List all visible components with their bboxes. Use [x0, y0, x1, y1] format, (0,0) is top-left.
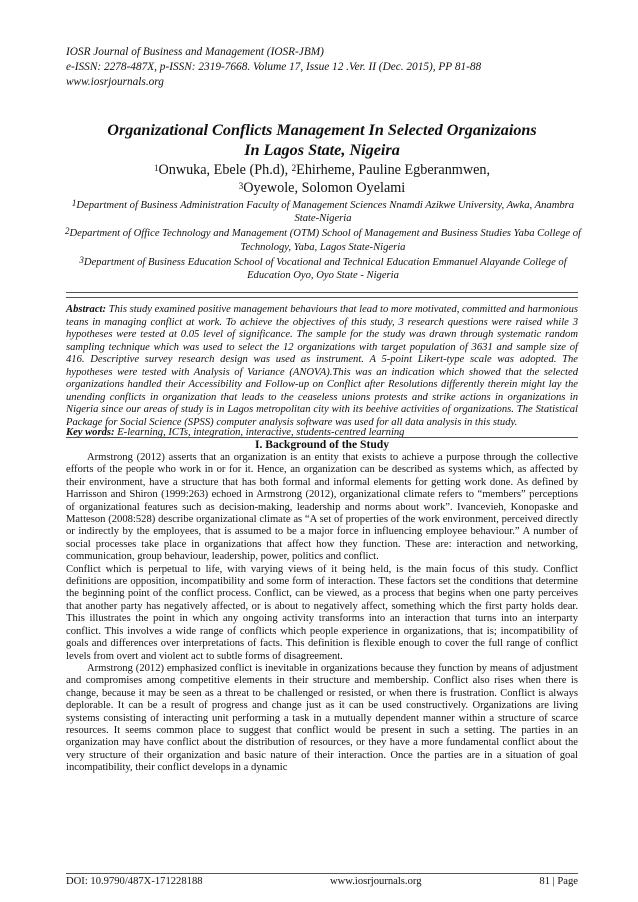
- body-paragraph-3: Armstrong (2012) emphasized conflict is inevitable in organizations because they function by means of adjustment and compromises among competitive elements in their structure and membership. Conflict also rises when there is change, because it may be seen as a threat to be challenged or resisted, or when there is frustration. Conflict is always deplorable. It can be a result of progress and change just as it can be used constructively. Organizations are living systems consisting of interacting unit performing a task in a mutually dependent manner within a structure of scarce resources. It seems common place to suggest that conflict would be present in such a setting. The parties in an organization may have conflict about the distribution of resources, or they have a more fundamental conflict about the very structure of their organization and basic nature of their interaction. Once the parties are in a situation of goal incompatibility, their conflict develops in a dynamic: [66, 662, 578, 774]
- abstract-label: Abstract:: [66, 304, 107, 315]
- paper-title: [66, 120, 578, 160]
- footer-page-number: 81 | Page: [539, 876, 578, 887]
- affiliation-3-marker: 3: [79, 254, 84, 265]
- affiliation-2-marker: 2: [65, 226, 70, 237]
- affiliation-3-text: Department of Business Education School of Vocational and Technical Education Emmanuel Alayande College of Education Oyo, Oyo State - Nigeria: [83, 256, 567, 282]
- body-text: [66, 452, 578, 775]
- journal-header: [66, 45, 586, 90]
- author-1-marker: 1: [153, 163, 159, 173]
- divider-top-2: [66, 297, 578, 298]
- footer-divider: [66, 873, 578, 874]
- affiliation-1-text: Department of Business Administration Faculty of Management Sciences Nnamdi Azikwe University, Awka, Anambra State-Nigeria: [76, 200, 575, 225]
- footer-site: www.iosrjournals.org: [330, 876, 422, 887]
- affiliation-2: [62, 227, 584, 253]
- abstract-text: This study examined positive management behaviours that lead to more motivated, committed and harmonious teans in managing conflict at work. To achieve the objectives of this study, 3 research questions were raised while 3 hypotheses were tested at 0.05 level of significance. The sample for the study was drawn through systematic random sampling technique which was used to select the 12 organizations with target population of 3631 and sample size of 416. Descriptive survey research design was used as instrument. A 5-point Likert-type scale was adopted. The hypotheses were tested with Analysis of Variance (ANOVA).This was an indication which showed that the selected organizations handled their Accessibility and Follow-up on Conflict after Resolutions differently therein might lay the unending conflicts in organization that leads to the ceaseless unions protests and strike actions in organizations in Nigeria since our areas of study is in Lagos metropolitan city with its beehive activities of organizations. The Statistical Package for Social Science (SPSS) computer analysis software was used for all data analysis in this study.: [66, 304, 578, 428]
- author-3: Oyewole, Solomon Oyelami: [243, 179, 406, 196]
- title-line-2: In Lagos State, Nigeira: [244, 141, 400, 159]
- journal-name: IOSR Journal of Business and Management (IOSR-JBM): [66, 46, 324, 58]
- body-paragraph-2: Conflict which is perpetual to life, with varying views of it being held, is the main focus of this study. Conflict definitions are opposition, incompatibility and some form of interaction. These factors set the conditions that determine the beginning point of the conflict process. Conflict, can be viewed, as a process that begins when one party perceives that another party has negatively affected, or is about to negatively affect, something which the first party holds dear. This illustrates the point in which any ongoing activity transforms into an interaction that turns into an interparty conflict. This involves a wide range of conflicts which people experience in organizations, that is; incompatibility of goals and differences over interpretations of facts. This definition is flexible enough to cover the full range of conflict levels from overt and violent act to subtle forms of disagreement.: [66, 563, 578, 662]
- author-list: [66, 162, 578, 197]
- author-1: Onwuka, Ebele (Ph.d),: [158, 162, 292, 178]
- author-3-marker: 3: [238, 180, 244, 191]
- section-heading: I. Background of the Study: [254, 438, 390, 451]
- footer-doi: DOI: 10.9790/487X-171228188: [66, 876, 203, 887]
- divider-top: [66, 292, 578, 293]
- author-2: Ehirheme, Pauline Egberanmwen,: [296, 162, 491, 178]
- keywords-label: Key words:: [66, 427, 115, 438]
- affiliation-2-text: Department of Office Technology and Management (OTM) School of Management and Business Studies Yaba College of Technology, Yaba, Lagos State-Nigeria: [69, 228, 581, 253]
- journal-issn: e-ISSN: 2278-487X, p-ISSN: 2319-7668. Volume 17, Issue 12 .Ver. II (Dec. 2015), PP 81-88: [66, 61, 482, 73]
- title-line-1: Organizational Conflicts Management In Selected Organizaions: [107, 121, 537, 139]
- body-paragraph-1: Armstrong (2012) asserts that an organization is an entity that exists to achieve a purpose through the collective efforts of the people who work in or for it. Hence, an organization can be described as systems which, as affected by their environment, have a structure that has both formal and informal elements for getting work done. As defined by Harrisson and Shiron (1999:263) echoed in Armstrong (2012), organizational climate refers to “members” perceptions of organizational features such as decision-making, leadership and norms about work”. Ivancevieh, Konopaske and Matteson (2008:528) describe organizational climate as “A set of properties of the work environment, perceived directly or indirectly by the employees, that is assumed to be a major force in influencing employee behaviour.” A number of social processes take place in organizations that affect how they function. These are: interaction and networking, communication, group behaviour, leadership, power, politics and conflict.: [66, 452, 578, 563]
- affiliations: [62, 199, 584, 284]
- keywords-text: E-learning, ICTs, integration, interactive, students-centred learning: [114, 427, 405, 438]
- abstract: [66, 304, 578, 429]
- journal-site: www.iosrjournals.org: [66, 76, 164, 88]
- author-2-marker: 2: [291, 163, 297, 173]
- affiliation-3: [62, 256, 584, 282]
- affiliation-1-marker: 1: [71, 198, 77, 208]
- affiliation-1: [62, 199, 584, 225]
